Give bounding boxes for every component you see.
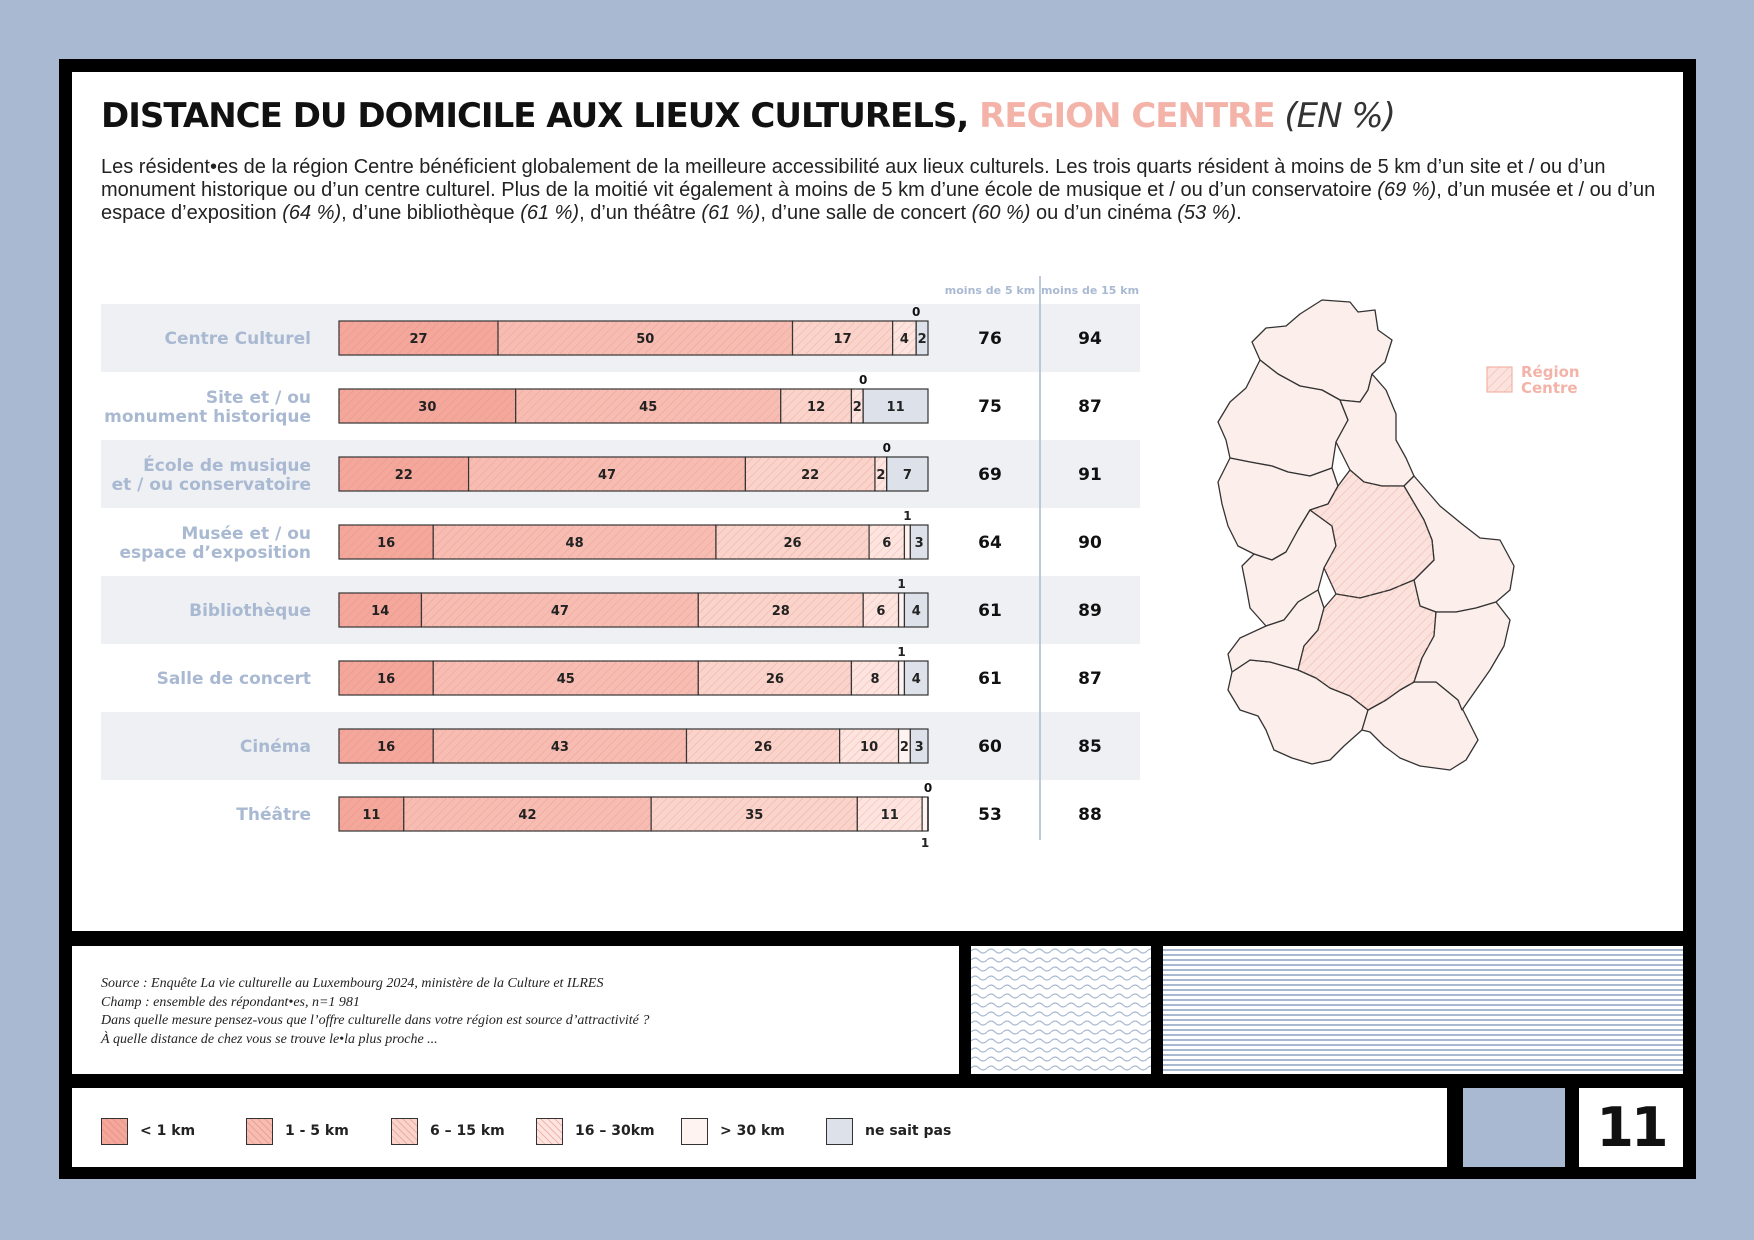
segment-label: 43 (550, 740, 569, 755)
segment-label: 16 (377, 672, 396, 687)
segment-label: 6 (882, 536, 892, 551)
segment-label: 16 (377, 536, 396, 551)
segment-label: 0 (912, 305, 921, 319)
page-title (101, 96, 1395, 136)
legend-label: < 1 km (140, 1123, 196, 1139)
segment-label: 2 (917, 332, 927, 347)
intro-text: . (1236, 202, 1242, 224)
segment-label: 28 (771, 604, 790, 619)
summary-value-5km: 60 (978, 737, 1002, 757)
segment-label: 30 (418, 400, 437, 415)
segment-label: 26 (783, 536, 802, 551)
category-label: Site et / ou monument historique (104, 388, 311, 427)
segment-label: 47 (597, 468, 617, 483)
summary-value-5km: 53 (978, 805, 1002, 825)
segment-label: 10 (860, 740, 879, 755)
segment-label: 11 (880, 808, 899, 823)
summary-header-15km: moins de 15 km (1040, 284, 1140, 297)
summary-value-15km: 94 (1078, 329, 1102, 349)
legend-item (246, 1117, 349, 1145)
intro-stat: (69 %) (1377, 179, 1437, 201)
legend-item (101, 1117, 195, 1145)
summary-value-5km: 69 (978, 465, 1002, 485)
source-line: Champ : ensemble des répondant•es, n=1 981 (101, 994, 360, 1010)
intro-stat: (61 %) (520, 202, 580, 224)
segment-label: 22 (394, 468, 413, 483)
intro-text: , d’un théâtre (579, 202, 702, 224)
summary-value-15km: 91 (1078, 465, 1102, 485)
bar-segment (922, 797, 928, 831)
category-label: Cinéma (239, 737, 311, 757)
segment-label: 48 (565, 536, 584, 551)
source-line: À quelle distance de chez vous se trouve le•la plus proche ... (101, 1031, 438, 1047)
category-label: Bibliothèque (189, 601, 311, 621)
page-number: 11 (1596, 1096, 1666, 1159)
segment-label: 27 (409, 332, 428, 347)
summary-value-5km: 75 (978, 397, 1002, 417)
legend-item (536, 1117, 655, 1145)
segment-label: 4 (911, 672, 921, 687)
segment-label: 1 (897, 645, 906, 659)
segment-label: 4 (911, 604, 921, 619)
map-legend-line: Région (1521, 363, 1580, 381)
segment-label: 3 (914, 536, 924, 551)
legend-item (681, 1117, 785, 1145)
segment-label: 2 (899, 740, 909, 755)
legend-label: 1 - 5 km (285, 1123, 349, 1139)
segment-label: 4 (899, 332, 909, 347)
segment-label: 11 (886, 400, 905, 415)
segment-label: 8 (870, 672, 880, 687)
summary-value-15km: 85 (1078, 737, 1102, 757)
segment-label: 0 (923, 781, 933, 795)
segment-label: 0 (859, 373, 868, 387)
segment-label: 45 (639, 400, 658, 415)
bar-segment (904, 525, 910, 559)
summary-value-15km: 90 (1078, 533, 1102, 553)
segment-label: 11 (362, 808, 381, 823)
intro-stat: (60 %) (971, 202, 1031, 224)
segment-label: 14 (371, 604, 390, 619)
summary-value-15km: 87 (1078, 397, 1102, 417)
map-legend-line: Centre (1521, 379, 1578, 397)
intro-stat: (53 %) (1177, 202, 1237, 224)
legend-swatch (101, 1118, 128, 1145)
segment-label: 26 (765, 672, 784, 687)
summary-value-5km: 64 (978, 533, 1002, 553)
stripe-pattern-panel (1163, 946, 1683, 1074)
segment-label: 12 (807, 400, 826, 415)
intro-text: , d’un musée et / ou d’un espace d’exposition (101, 179, 1656, 224)
intro-stat: (64 %) (282, 202, 342, 224)
bar-segment (899, 593, 905, 627)
segment-label: 42 (518, 808, 537, 823)
segment-label: 6 (876, 604, 886, 619)
decorative-block (1463, 1088, 1565, 1167)
legend-swatch (681, 1118, 708, 1145)
summary-header-5km: moins de 5 km (944, 284, 1036, 297)
segment-label: 47 (550, 604, 569, 619)
legend-label: ne sait pas (865, 1123, 952, 1139)
segment-label: 0 (882, 441, 891, 455)
legend-label: 6 – 15 km (430, 1123, 505, 1139)
category-label: Musée et / ou espace d’exposition (119, 524, 311, 563)
legend-swatch (826, 1118, 853, 1145)
intro-stat: (61 %) (701, 202, 761, 224)
legend-label: > 30 km (720, 1123, 785, 1139)
bar-segment (899, 661, 905, 695)
segment-label: 17 (833, 332, 852, 347)
segment-label: 1 (897, 577, 906, 591)
title-unit: (EN %) (1274, 96, 1395, 136)
segment-label: 1 (903, 509, 912, 523)
stacked-bar-chart (0, 260, 1160, 860)
legend-item (826, 1117, 951, 1145)
segment-label: 1 (920, 836, 930, 850)
source-notes (101, 975, 649, 1049)
segment-label: 50 (636, 332, 655, 347)
wave-pattern (971, 946, 1151, 1074)
title-region: REGION CENTRE (979, 96, 1275, 136)
intro-text: Les résident•es de la région Centre bénéficient globalement de la meilleure accessibilité aux lieux culturels. Les trois quarts résident à moins de 5 km d’un site et / ou d’un monument historique ou d’un centre culturel. Plus de la moitié vit également à moins de 5 km d’une école de musique et / ou d’un conservatoire (101, 156, 1606, 201)
segment-label: 35 (745, 808, 764, 823)
summary-value-5km: 61 (978, 669, 1002, 689)
segment-label: 3 (914, 740, 924, 755)
legend-swatch (391, 1118, 418, 1145)
intro-paragraph (101, 156, 1661, 225)
source-line: Source : Enquête La vie culturelle au Luxembourg 2024, ministère de la Culture et ILRES (101, 976, 604, 991)
segment-label: 22 (801, 468, 820, 483)
summary-value-15km: 87 (1078, 669, 1102, 689)
legend-swatch (536, 1118, 563, 1145)
segment-label: 45 (556, 672, 575, 687)
intro-text: ou d’un cinéma (1030, 202, 1178, 224)
summary-value-5km: 76 (978, 329, 1002, 349)
segment-label: 16 (377, 740, 396, 755)
segment-label: 26 (754, 740, 773, 755)
wave-pattern-panel (971, 946, 1151, 1074)
source-line: Dans quelle mesure pensez-vous que l’offre culturelle dans votre région est source d’attractivité ? (101, 1013, 650, 1028)
category-label: École de musique et / ou conservatoire (111, 456, 311, 495)
segment-label: 7 (902, 468, 912, 483)
category-label: Salle de concert (156, 669, 311, 689)
category-label: Centre Culturel (164, 329, 311, 349)
legend-item (391, 1117, 505, 1145)
segment-label: 2 (876, 468, 886, 483)
map-legend-label (1521, 364, 1580, 396)
legend-swatch (246, 1118, 273, 1145)
segment-label: 2 (852, 400, 862, 415)
summary-value-5km: 61 (978, 601, 1002, 621)
summary-value-15km: 89 (1078, 601, 1102, 621)
legend-label: 16 – 30km (575, 1123, 655, 1139)
intro-text: , d’une salle de concert (760, 202, 972, 224)
category-label: Théâtre (236, 805, 311, 825)
intro-text: , d’une bibliothèque (341, 202, 521, 224)
title-main: DISTANCE DU DOMICILE AUX LIEUX CULTURELS, (101, 96, 980, 136)
summary-value-15km: 88 (1078, 805, 1102, 825)
